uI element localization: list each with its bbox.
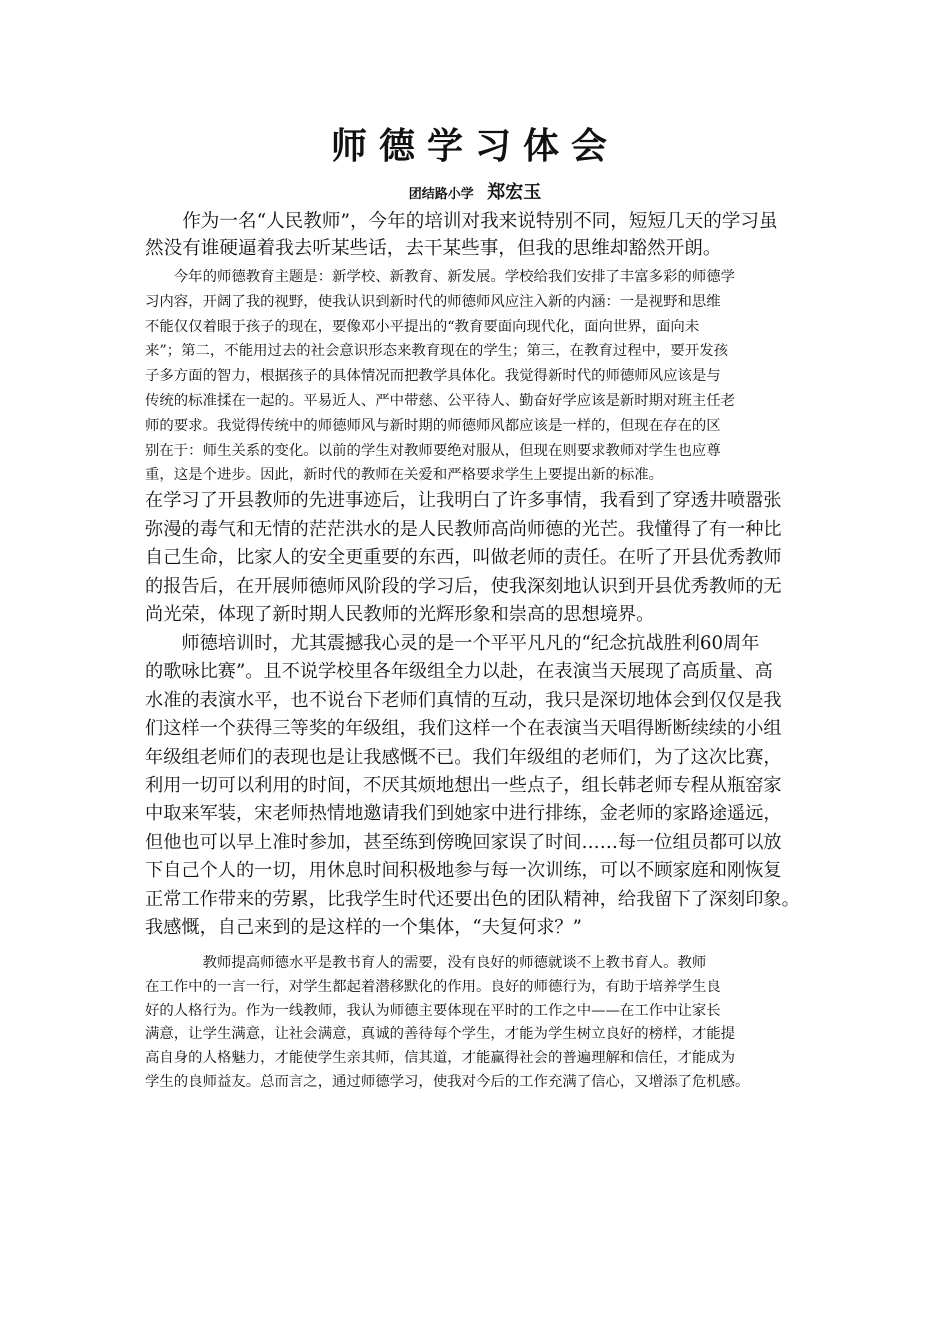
paragraph-line: 教师提高师德水平是教书育人的需要，没有良好的师德就谈不上教书育人。教师 xyxy=(145,955,707,971)
paragraph-line: 的歌咏比赛”。且不说学校里各年级组全力以赴，在表演当天展现了高质量、高 xyxy=(145,661,773,683)
paragraph-line: 师的要求。我觉得传统中的师德师风与新时期的师德师风都应该是一样的，但现在存在的区 xyxy=(145,417,721,434)
paragraph-line: 弥漫的毒气和无情的茫茫洪水的是人民教师高尚师德的光芒。我懂得了有一种比 xyxy=(145,518,782,540)
paragraph-line: 别在于：师生关系的变化。以前的学生对教师要绝对服从，但现在则要求教师对学生也应尊 xyxy=(145,442,721,459)
paragraph-line: 利用一切可以利用的时间，不厌其烦地想出一些点子，组长韩老师专程从瓶窑家 xyxy=(145,775,782,797)
paragraph-5 xyxy=(145,952,821,1095)
paragraph-4 xyxy=(145,630,821,942)
paragraph-line: 年级组老师们的表现也是让我感慨不已。我们年级组的老师们，为了这次比赛， xyxy=(145,746,782,768)
paragraph-line: 在工作中的一言一行，对学生都起着潜移默化的作用。良好的师德行为，有助于培养学生良 xyxy=(145,978,721,995)
paragraph-3 xyxy=(145,487,821,630)
author-school: 团结路小学 xyxy=(408,187,474,202)
paragraph-line: 子多方面的智力，根据孩子的具体情况而把教学具体化。我觉得新时代的师德师风应该是与 xyxy=(145,368,721,385)
paragraph-line: 习内容，开阔了我的视野，使我认识到新时代的师德师风应注入新的内涵：一是视野和思维 xyxy=(145,293,721,310)
paragraph-line: 重，这是个进步。因此，新时代的教师在关爱和严格要求学生上要提出新的标准。 xyxy=(145,467,664,484)
paragraph-line: 满意，让学生满意，让社会满意，真诚的善待每个学生，才能为学生树立良好的榜样，才能提 xyxy=(145,1026,736,1043)
paragraph-line: 好的人格行为。作为一线教师，我认为师德主要体现在平时的工作之中——在工作中让家长 xyxy=(145,1002,721,1019)
paragraph-1 xyxy=(145,208,821,262)
paragraph-line: 但他也可以早上准时参加，甚至练到傍晚回家误了时间……每一位组员都可以放 xyxy=(145,831,782,853)
paragraph-line: 正常工作带来的劳累，比我学生时代还要出色的团队精神，给我留下了深刻印象。 xyxy=(145,888,800,910)
paragraph-line: 自己生命，比家人的安全更重要的东西，叫做老师的责任。在听了开县优秀教师 xyxy=(145,547,782,569)
paragraph-line: 来”；第二，不能用过去的社会意识形态来教育现在的学生；第三，在教育过程中，要开发孩 xyxy=(145,343,728,360)
paragraph-line: 尚光荣，体现了新时期人民教师的光辉形象和崇高的思想境界。 xyxy=(145,604,655,626)
paragraph-line: 中取来军装，宋老师热情地邀请我们到她家中进行排练，金老师的家路途遥远， xyxy=(145,803,782,825)
paragraph-line: 然没有谁硬逼着我去听某些话，去干某些事，但我的思维却豁然开朗。 xyxy=(145,238,722,259)
author-name: 郑宏玉 xyxy=(487,182,542,203)
paragraph-line: 作为一名“人民教师”，今年的培训对我来说特别不同，短短几天的学习虽 xyxy=(145,211,778,232)
paragraph-line: 下自己个人的一切，用休息时间积极地参与每一次训练，可以不顾家庭和刚恢复 xyxy=(145,860,782,882)
paragraph-line: 不能仅仅着眼于孩子的现在，要像邓小平提出的“教育要面向现代化，面向世界，面向未 xyxy=(145,318,700,335)
paragraph-line: 的报告后，在开展师德师风阶段的学习后，使我深刻地认识到开县优秀教师的无 xyxy=(145,575,782,597)
paragraph-line: 传统的标准揉在一起的。平易近人、严中带慈、公平待人、勤奋好学应该是新时期对班主任老 xyxy=(145,392,736,409)
paragraph-line: 学生的良师益友。总而言之，通过师德学习，使我对今后的工作充满了信心，又增添了危机感。 xyxy=(145,1073,750,1090)
paragraph-2 xyxy=(145,265,821,488)
paragraph-line: 高自身的人格魅力，才能使学生亲其师，信其道，才能赢得社会的普遍理解和信任，才能成为 xyxy=(145,1050,736,1067)
paragraph-line: 今年的师德教育主题是：新学校、新教育、新发展。学校给我们安排了丰富多彩的师德学 xyxy=(145,269,736,285)
document-title: 师德学习体会 xyxy=(330,126,619,167)
paragraph-line: 在学习了开县教师的先进事迹后，让我明白了许多事情，我看到了穿透井喷嚣张 xyxy=(145,490,782,511)
paragraph-line: 水准的表演水平，也不说台下老师们真情的互动，我只是深切地体会到仅仅是我 xyxy=(145,689,782,711)
paragraph-line: 们这样一个获得三等奖的年级组，我们这样一个在表演当天唱得断断续续的小组 xyxy=(145,718,782,740)
paragraph-line: 师德培训时，尤其震撼我心灵的是一个平平凡凡的“纪念抗战胜利60周年 xyxy=(145,633,760,654)
author-line xyxy=(0,178,950,204)
paragraph-line: 我感慨，自己来到的是这样的一个集体，“夫复何求？” xyxy=(145,917,582,939)
